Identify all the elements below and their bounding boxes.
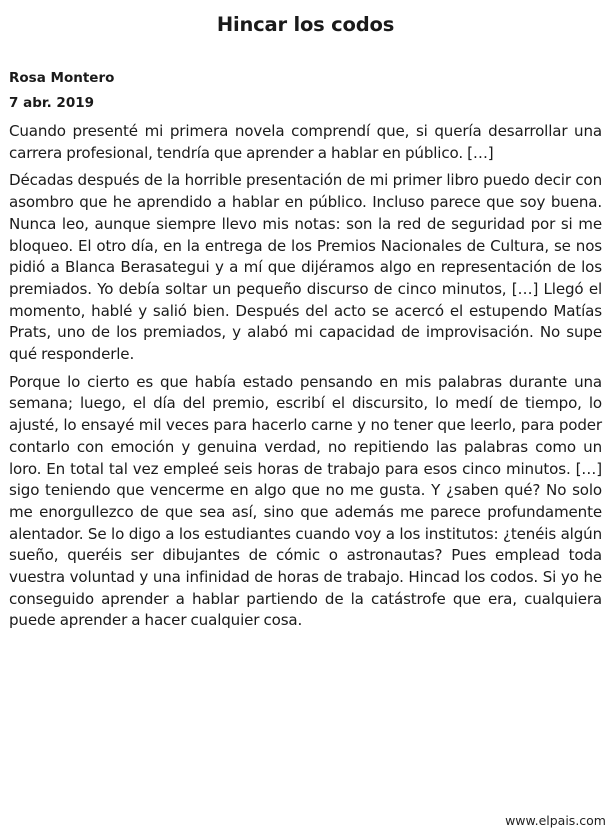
article-title: Hincar los codos xyxy=(216,13,395,36)
article-author: Rosa Montero xyxy=(9,70,115,86)
article-date: 7 abr. 2019 xyxy=(9,95,95,111)
paragraph-1: Cuando presenté mi primera novela comprendí que, si quería desarrollar una carrera profesional, tendría que aprender a hablar en público. […] xyxy=(9,122,602,162)
paragraph-2: Décadas después de la horrible presentación de mi primer libro puedo decir con asombro que he aprendido a hablar en público. Incluso parece que soy buena. Nunca leo, aunque siempre llevo mis notas: son la red de seguridad por si me bloqueo. El otro día, en la entrega de los Premios Nacionales de Cultura, se nos pidió a Blanca Berasategui y a mí que dijéramos algo en representación de los premiados. Yo debía soltar un pequeño discurso de cinco minutos, […] Llegó el momento, hablé y salió bien. Después del acto se acercó el estupendo Matías Prats, uno de los premiados, y alabó mi capacidad de improvisación. No supe qué responderle. xyxy=(9,171,602,364)
paragraph-3: Porque lo cierto es que había estado pensando en mis palabras durante una semana; luego, el día del premio, escribí el discursito, lo medí de tiempo, lo ajusté, lo ensayé mil veces para hacerlo carne y no tener que leerlo, para poder contarlo con emoción y genuina verdad, no repitiendo las palabras como un loro. En total tal vez empleé seis horas de trabajo para esos cinco minutos. […] sigo teniendo que vencerme en algo que no me gusta. Y ¿saben qué? No solo me enorgullezco de que sea así, sino que además me parece profundamente alentador. Se lo digo a los estudiantes cuando voy a los institutos: ¿tenéis algún sueño, queréis ser dibujantes de cómic o astronautas? Pues emplead toda vuestra voluntad y una infinidad de horas de trabajo. Hincad los codos. Si yo he conseguido aprender a hablar partiendo de la catástrofe que era, cualquiera puede aprender a hacer cualquier cosa. xyxy=(9,372,602,630)
source-credit: www.elpais.com xyxy=(505,813,606,828)
article-body xyxy=(9,121,602,632)
